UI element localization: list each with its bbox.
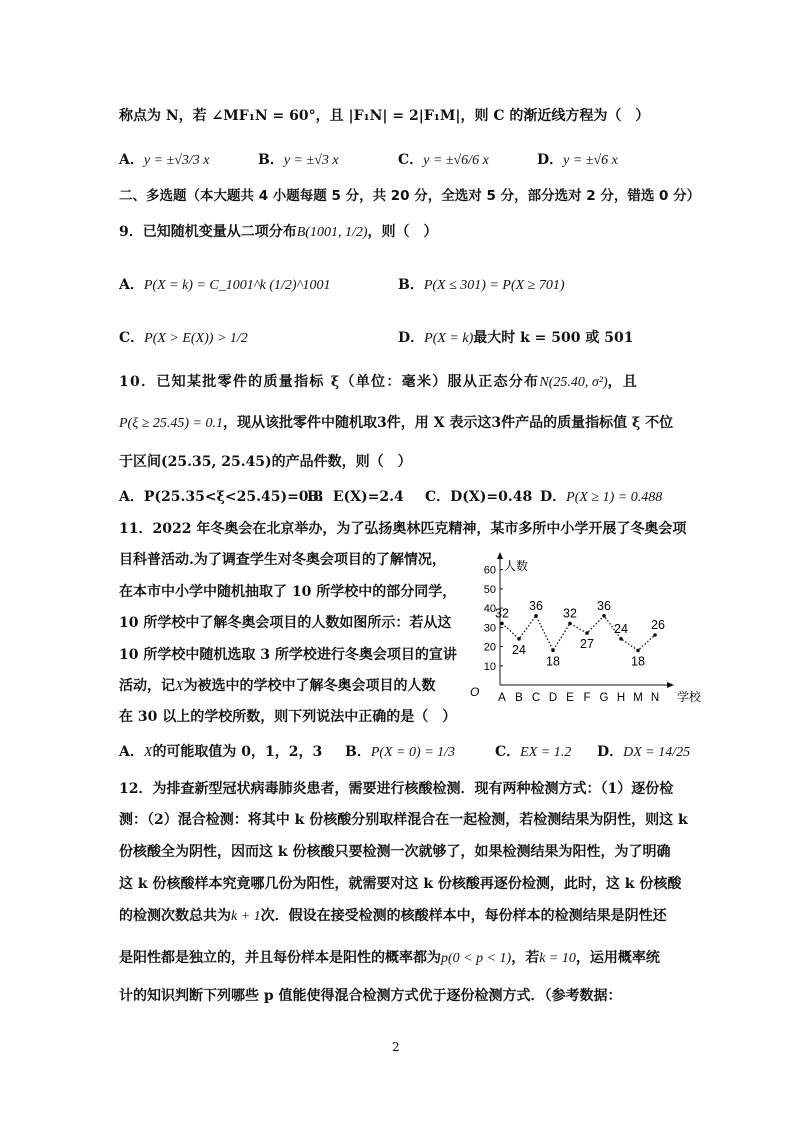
q9-stem-expr: B(1001, 1/2): [296, 225, 368, 240]
q9-option-d: D．P(X = k)最大时 k = 500 或 501: [398, 330, 634, 346]
q9-option-c-expr: P(X > E(X)) > 1/2: [144, 331, 248, 346]
chart-axes: [470, 552, 702, 704]
page-number: 2: [392, 1040, 400, 1054]
q10-stem-line2: P(ξ ≥ 25.45) = 0.1，现从该批零件中随机取3件，用 X 表示这3件产品的质量指标值 ξ 不位: [119, 415, 674, 431]
data-point: [500, 622, 504, 626]
q11-option-c: C．EX = 1.2: [495, 744, 572, 760]
q12-stem-line3: 份核酸全为阴性，因而这 k 份核酸只要检测一次就够了，如果检测结果为阳性，为了明确: [119, 844, 671, 860]
x-tick-label: C: [531, 692, 541, 704]
q11-option-d-expr: DX = 14/25: [623, 745, 691, 760]
q10-option-d: D．P(X ≥ 1) = 0.488: [540, 489, 663, 505]
q10-option-d-expr: P(X ≥ 1) = 0.488: [566, 490, 663, 505]
q10-probability-expr: P(ξ ≥ 25.45) = 0.1: [119, 416, 224, 431]
q8-option-a: A．y = ±√3/3 x: [119, 152, 210, 168]
data-point: [619, 637, 623, 641]
x-tick-label: H: [616, 692, 626, 704]
q11-stem-line6: 活动，记X为被选中的学校中了解冬奥会项目的人数: [119, 678, 436, 694]
q10-distribution-expr: N(25.40, σ²): [539, 375, 608, 390]
x-tick-label: M: [633, 692, 643, 704]
q9-option-b: B．P(X ≤ 301) = P(X ≥ 701): [398, 277, 565, 293]
q11-option-b-expr: P(X = 0) = 1/3: [370, 745, 456, 760]
q11-option-a: A．X的可能取值为 0，1，2，3: [119, 744, 323, 760]
q8-stem: 称点为 N，若 ∠MF₁N = 60°，且 |F₁N| = 2|F₁M|，则 C 的渐近线方程为（ ）: [119, 108, 650, 124]
data-point: [517, 637, 521, 641]
q9-option-a-expr: P(X = k) = C_1001^k (1/2)^1001: [143, 278, 331, 293]
y-tick-label: 60: [483, 564, 496, 577]
q10-stem-line3: 于区间(25.35, 25.45)的产品件数，则（ ）: [119, 454, 412, 470]
y-tick-label: 10: [483, 660, 496, 673]
q9-option-c: C．P(X > E(X)) > 1/2: [119, 330, 248, 346]
q8-option-a-expr: y = ±√3/3 x: [143, 153, 210, 168]
origin-label: O: [470, 685, 480, 699]
data-point: [551, 649, 555, 653]
q12-stem-line7: 计的知识判断下列哪些 p 值能使得混合检测方式优于逐份检测方式．（参考数据：: [119, 988, 622, 1004]
y-axis-label: 人数: [504, 559, 529, 573]
y-axis-arrow: [497, 552, 503, 559]
q8-option-c-expr: y = ±√6/6 x: [423, 153, 489, 168]
q8-option-c: C．y = ±√6/6 x: [398, 152, 489, 168]
q10-stem-line1: 10．已知某批零件的质量指标 ξ（单位：毫米）服从正态分布N(25.40, σ²)，且: [119, 374, 639, 390]
q11-option-d: D．DX = 14/25: [597, 744, 691, 760]
q9-stem: 9．已知随机变量从二项分布B(1001, 1/2)，则（ ）: [119, 224, 438, 240]
data-point: [653, 633, 657, 637]
x-tick-label: E: [566, 692, 574, 704]
x-tick-label: G: [599, 692, 609, 704]
q12-stem-line5: 的检测次数总共为k + 1次．假设在接受检测的核酸样本中，每份样本的检测结果是阴性还: [119, 908, 667, 924]
q8-option-b: B．y = ±√3 x: [258, 152, 339, 168]
y-tick-label: 30: [483, 622, 496, 635]
q9-option-a: A．P(X = k) = C_1001^k (1/2)^1001: [119, 277, 331, 293]
q11-stem-line2: 目科普活动.为了调查学生对冬奥会项目的了解情况，: [119, 552, 446, 568]
data-point: [585, 631, 589, 635]
q12-stem-line6: 是阳性都是独立的，并且每份样本是阳性的概率都为p(0 < p < 1)，若k = 10，运用概率统: [119, 950, 660, 966]
q8-option-d: D．y = ±√6 x: [537, 152, 618, 168]
data-label: 32: [563, 606, 577, 621]
data-label: 27: [580, 637, 594, 652]
q11-stem-line4: 10 所学校中了解冬奥会项目的人数如图所示：若从这: [119, 615, 452, 631]
q10-option-c: C．D(X)=0.48: [425, 489, 533, 505]
data-point: [602, 614, 606, 618]
x-axis-arrow: [667, 682, 674, 688]
x-tick-label: A: [498, 692, 506, 704]
q11-option-b: B．P(X = 0) = 1/3: [345, 744, 456, 760]
data-label: 36: [529, 598, 543, 613]
q11-stem-line1: 11．2022 年冬奥会在北京举办，为了弘扬奥林匹克精神，某市多所中小学开展了冬奥会项: [119, 521, 687, 537]
y-tick-label: 50: [483, 583, 496, 596]
data-label: 24: [512, 642, 526, 657]
x-tick-label: N: [650, 692, 660, 704]
q8-option-d-expr: y = ±√6 x: [563, 153, 618, 168]
q9-option-b-expr: P(X ≤ 301) = P(X ≥ 701): [423, 278, 565, 293]
data-label: 32: [495, 606, 509, 621]
q10-option-b: B．E(X)=2.4: [307, 489, 404, 505]
q11-stem-line7: 在 30 以上的学校所数，则下列说法中正确的是（ ）: [119, 709, 457, 725]
q8-option-b-expr: y = ±√3 x: [283, 153, 339, 168]
data-label: 26: [651, 618, 665, 632]
x-axis-label: 学校: [677, 690, 702, 704]
data-point: [568, 622, 572, 626]
y-tick-label: 40: [483, 603, 496, 616]
data-point: [636, 649, 640, 653]
data-label: 18: [631, 654, 645, 669]
data-label: 36: [597, 598, 611, 613]
q10-option-a: A．P(25.35<ξ<25.45)=0.8: [119, 489, 324, 505]
data-label: 18: [546, 654, 560, 669]
q9-option-d-expr: P(X = k): [424, 331, 474, 346]
q11-stem-line3: 在本市中小学中随机抽取了 10 所学校中的部分同学，: [119, 584, 457, 600]
y-tick-label: 20: [483, 641, 496, 654]
x-tick-label: F: [583, 692, 591, 704]
q11-stem-line5: 10 所学校中随机选取 3 所学校进行冬奥会项目的宣讲: [119, 647, 457, 663]
q12-stem-line1: 12．为排查新型冠状病毒肺炎患者，需要进行核酸检测．现有两种检测方式：（1）逐份检: [119, 781, 674, 797]
chart-marks: [495, 599, 665, 669]
x-tick-label: B: [515, 692, 523, 704]
school-count-line-chart: [460, 550, 720, 720]
x-tick-label: D: [548, 692, 558, 704]
q12-stem-line4: 这 k 份核酸样本究竟哪几份为阳性，就需要对这 k 份核酸再逐份检测，此时，这 k 份核酸: [119, 876, 682, 892]
q12-stem-line2: 测：（2）混合检测：将其中 k 份核酸分别取样混合在一起检测，若检测结果为阴性，则这 k: [119, 812, 688, 828]
q11-option-c-expr: EX = 1.2: [520, 745, 572, 760]
data-point: [534, 614, 538, 618]
section-heading-multiple-choice: 二、多选题（本大题共 4 小题每题 5 分，共 20 分，全选对 5 分，部分选对 2 分，错选 0 分）: [119, 188, 701, 204]
data-label: 24: [614, 621, 628, 636]
